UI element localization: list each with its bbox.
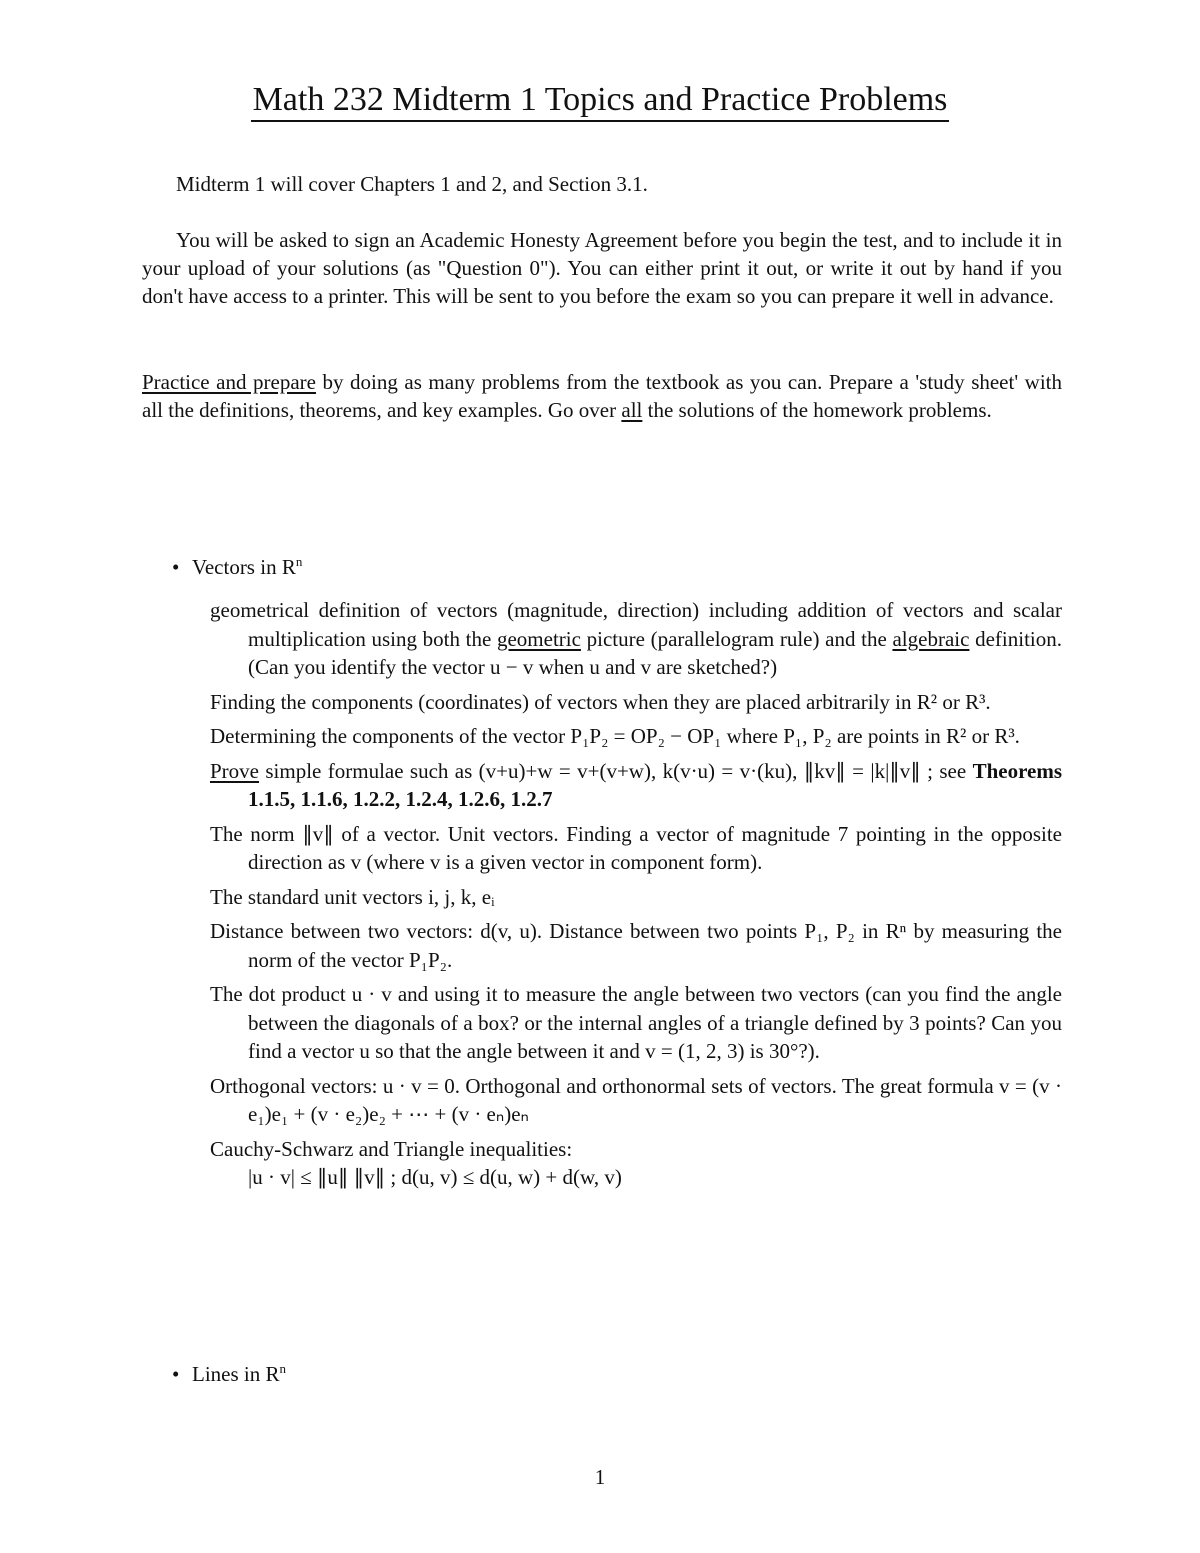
bullet-icon: • — [172, 1362, 180, 1386]
section-heading-vectors — [172, 548, 302, 581]
topic-text: definition. (Can you identify the vector u − v when u and v are sketched?) — [248, 626, 1062, 679]
section-heading-superscript: n — [295, 554, 303, 569]
topic-item: The standard unit vectors i, j, k, eᵢ — [210, 884, 495, 909]
topic-item: Finding the components (coordinates) of vectors when they are placed arbitrarily in R² or R³. — [210, 689, 991, 714]
topic-item: The dot product u · v and using it to measure the angle between two vectors (can you find the angle between the diagonals of a box? or the internal angles of a triangle defined by 3 points? Can you find a vector u so that the angle between it and v = (1, 2, 3) is 30°?). — [210, 982, 1062, 1063]
page-title-text: Math 232 Midterm 1 Topics and Practice Problems — [251, 81, 950, 122]
section-heading-lines — [172, 1355, 286, 1388]
theorem-references: Theorems 1.1.5, 1.1.6, 1.2.2, 1.2.4, 1.2.6, 1.2.7 — [248, 758, 1062, 811]
topic-underline-geometric: geometric — [496, 626, 581, 651]
section-heading-text: Vectors in R — [192, 555, 296, 579]
practice-all: all — [621, 398, 643, 422]
topic-item: Distance between two vectors: d(v, u). Distance between two points P₁, P₂ in Rⁿ by measuring the norm of the vector P₁P₂. — [210, 919, 1062, 972]
practice-text-2: the solutions of the homework problems. — [642, 398, 992, 422]
topic-text: simple formulae such as (v+u)+w = v+(v+w), k(v·u) = v·(ku), ∥kv∥ = |k|∥v∥ ; see — [259, 758, 973, 783]
intro-paragraph: Midterm 1 will cover Chapters 1 and 2, and Section 3.1. — [176, 172, 648, 196]
vectors-topic-list — [210, 596, 1062, 1192]
topic-item: The norm ∥v∥ of a vector. Unit vectors. Finding a vector of magnitude 7 pointing in the opposite direction as v (where v is a given vector in component form). — [210, 821, 1062, 874]
bullet-icon: • — [172, 555, 180, 579]
page-number: 1 — [594, 1465, 606, 1489]
inequality-formulas: |u · v| ≤ ∥u∥ ∥v∥ ; d(u, v) ≤ d(u, w) + d(w, v) — [248, 1165, 622, 1189]
topic-underline-prove: Prove — [210, 758, 259, 783]
topic-underline-algebraic: algebraic — [892, 626, 970, 651]
topic-item: Orthogonal vectors: u · v = 0. Orthogonal and orthonormal sets of vectors. The great formula v = (v · e₁)e₁ + (v · e₂)e₂ + ⋯ + (v · eₙ)eₙ — [210, 1073, 1062, 1126]
page-title — [0, 78, 1200, 122]
topic-text: Cauchy-Schwarz and Triangle inequalities: — [210, 1136, 573, 1161]
practice-text-1: by doing as many problems from the textbook as you can. Prepare a 'study sheet' with all the definitions, theorems, and key examples. Go over — [142, 370, 1062, 422]
topic-item: Determining the components of the vector P₁P₂ = OP₂ − OP₁ where P₁, P₂ are points in R² or R³. — [210, 724, 1020, 748]
section-heading-text: Lines in R — [192, 1362, 280, 1386]
topic-item — [210, 757, 1062, 814]
topic-text: geometrical definition of vectors (magnitude, direction) including addition of vectors and scalar multiplication using both the — [210, 598, 1062, 651]
section-heading-superscript: n — [279, 1361, 286, 1376]
practice-paragraph — [142, 368, 1062, 424]
practice-lead: Practice and prepare — [142, 370, 316, 394]
topic-item — [210, 1135, 1062, 1192]
topic-text: picture (parallelogram rule) and the — [580, 626, 893, 651]
topic-item — [210, 596, 1062, 682]
honesty-paragraph: You will be asked to sign an Academic Honesty Agreement before you begin the test, and to include it in your upload of your solutions (as "Question 0"). You can either print it out, or write it out by hand if you don't have access to a printer. This will be sent to you before the exam so you can prepare it well in advance. — [142, 228, 1062, 308]
